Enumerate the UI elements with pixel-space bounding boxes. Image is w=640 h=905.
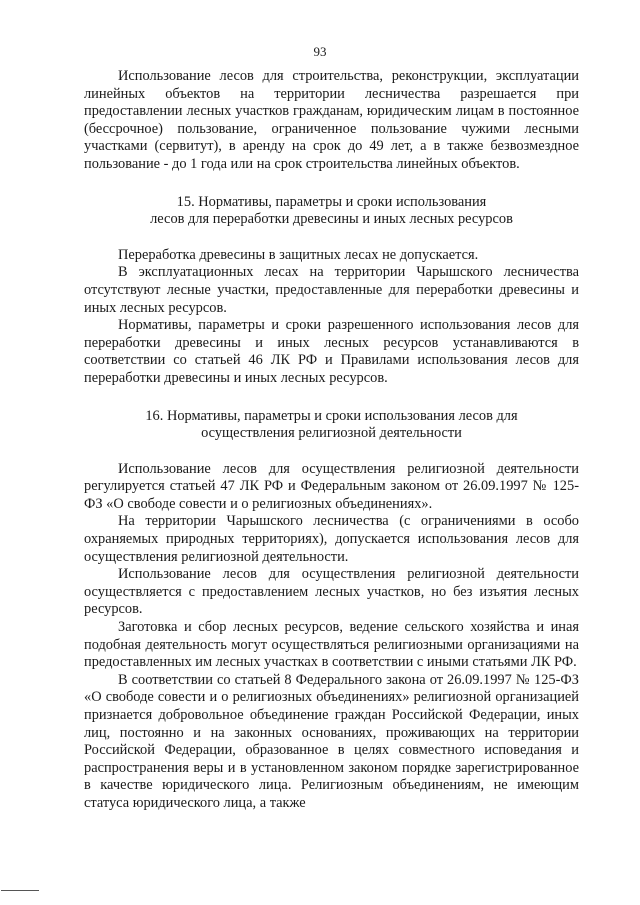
section-heading-16-line-1: 16. Нормативы, параметры и сроки использования лесов для [145, 407, 518, 424]
section-heading-16 [84, 408, 579, 443]
section-heading-16-line-2: осуществления религиозной деятельности [201, 425, 462, 442]
paragraph-linear-objects: Использование лесов для строительства, реконструкции, эксплуатации линейных объектов на территории лесничества разрешается при предоставлении лесных участков гражданам, юридическим лицам в постоянное (бессрочное) пользование, ограниченное пользование чужими лесными участками (сервитут), в аренду на срок до 49 лет, а в также безвозмездное пользование - до 1 года или на срок строительства линейных объектов. [84, 68, 579, 172]
paragraph-religious-regulation: Использование лесов для осуществления религиозной деятельности регулируется статьей 47 ЛК РФ и Федеральным законом от 26.09.1997 № 125-ФЗ «О свободе совести и о религиозных объединениях». [84, 460, 579, 512]
paragraph-religious-organization: В соответствии со статьей 8 Федерального закона от 26.09.1997 № 125-ФЗ «О свободе совести и о религиозных объединениях» религиозной организацией признается добровольное объединение граждан Российской Федерации, иных лиц, постоянно и на законных основаниях, проживающих на территории Российской Федерации, образованное в целях совместного исповедания и распространения веры и в установленном законом порядке зарегистрированное в качестве юридического лица. Религиозным объединениям, не имеющим статуса юридического лица, а также [84, 671, 579, 811]
section-heading-15-line-2: лесов для переработки древесины и иных лесных ресурсов [150, 211, 513, 228]
section-heading-15-line-1: 15. Нормативы, параметры и сроки использования [176, 193, 487, 210]
paragraph-harvesting: Заготовка и сбор лесных ресурсов, ведение сельского хозяйства и иная подобная деятельность могут осуществляться религиозными организациями на предоставленных им лесных участках в соответствии с иными статьями ЛК РФ. [84, 619, 579, 671]
paragraph-religious-no-withdrawal: Использование лесов для осуществления религиозной деятельности осуществляется с предоставлением лесных участков, но без изъятия лесных ресурсов. [84, 566, 579, 618]
page-content [84, 68, 579, 813]
paragraph-processing-prohibited: Переработка древесины в защитных лесах не допускается. [118, 246, 479, 263]
page-number: 93 [313, 44, 327, 59]
paragraph-no-plots: В эксплуатационных лесах на территории Чарышского лесничества отсутствуют лесные участки, предоставленные для переработки древесины и иных лесных ресурсов. [84, 264, 579, 316]
section-heading-15 [84, 194, 579, 229]
paragraph-processing-norms: Нормативы, параметры и сроки разрешенного использования лесов для переработки древесины и иных лесных ресурсов устанавливаются в соответствии со статьей 46 ЛК РФ и Правилами использования лесов для переработки древесины и иных лесных ресурсов. [84, 317, 579, 386]
paragraph-religious-allowed: На территории Чарышского лесничества (с ограничениями в особо охраняемых природных территориях), допускается использования лесов для осуществления религиозной деятельности. [84, 513, 579, 565]
bottom-edge-line [1, 890, 39, 891]
